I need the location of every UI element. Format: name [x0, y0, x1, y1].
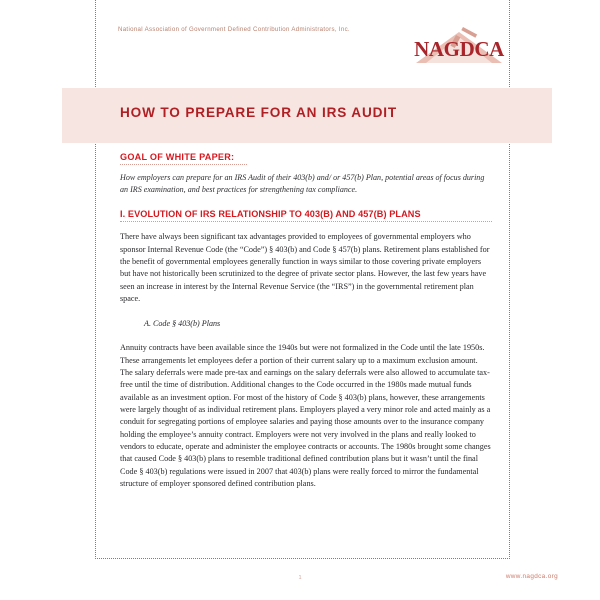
nagdca-logo — [406, 25, 512, 67]
footer-website-link[interactable]: www.nagdca.org — [505, 573, 558, 580]
document-masthead — [0, 0, 600, 88]
goal-heading-rule — [120, 164, 247, 165]
document-footer — [0, 570, 600, 600]
section-one-heading: I. EVOLUTION OF IRS RELATIONSHIP TO 403(B) AND 457(B) PLANS — [120, 209, 421, 220]
page-title: HOW TO PREPARE FOR AN IRS AUDIT — [120, 105, 398, 120]
section-one-heading-rule — [120, 221, 492, 222]
document-content — [120, 152, 492, 490]
organization-name: National Association of Government Defined Contribution Administrators, Inc. — [118, 26, 350, 33]
logo-wordmark: NAGDCA — [414, 37, 504, 61]
goal-heading: GOAL OF WHITE PAPER: — [120, 152, 235, 162]
subsection-a-heading: A. Code § 403(b) Plans — [144, 319, 221, 329]
title-banner — [62, 88, 552, 143]
section-one-intro-paragraph: There have always been significant tax advantages provided to employees of governmental employers who sponsor Internal Revenue Code (the “Code”) § 403(b) and Code § 457(b) plans. Retirement plans established for the benefit of governmental employees generally function in ways similar to those covering private employers but have not historically been scrutinized to the degree of private sector plans. However, the last few years have seen an increase in interest by the Internal Revenue Service (the “IRS”) in the governmental retirement plan space. — [120, 232, 490, 303]
page-number: 1 — [298, 575, 302, 581]
goal-body-text: How employers can prepare for an IRS Audit of their 403(b) and/ or 457(b) Plan, potential areas of focus during an IRS examination, and best practices for strengthening tax compliance. — [120, 173, 485, 195]
subsection-a-paragraph: Annuity contracts have been available since the 1940s but were not formalized in the Code until the late 1950s. These arrangements let employees defer a portion of their current salary up to a maximum exclusion amount. The salary deferrals were made pre-tax and earnings on the salary deferrals were also allowed to accumulate tax-free until the time of distribution. Additional changes to the Code occurred in the 1980s made mutual funds available as an investment option. For most of the history of Code § 403(b) plans, however, these arrangements were largely thought of as individual retirement plans. Employers played a very minor role and acted mainly as a conduit for segregating portions of employee salaries and paying those amounts over to the insurance company holding the employee’s annuity contract. Employers were not very involved in the plans and really looked to vendors to educate, operate and administer the employee contracts or accounts. The 1980s brought some changes that caused Code § 403(b) plans to resemble traditional defined contribution plans but it wasn’t until the final Code § 403(b) regulations were issued in 2007 that 403(b) plans were really forced to mirror the fundamental structure of employer sponsored defined contribution plans. — [120, 343, 491, 489]
